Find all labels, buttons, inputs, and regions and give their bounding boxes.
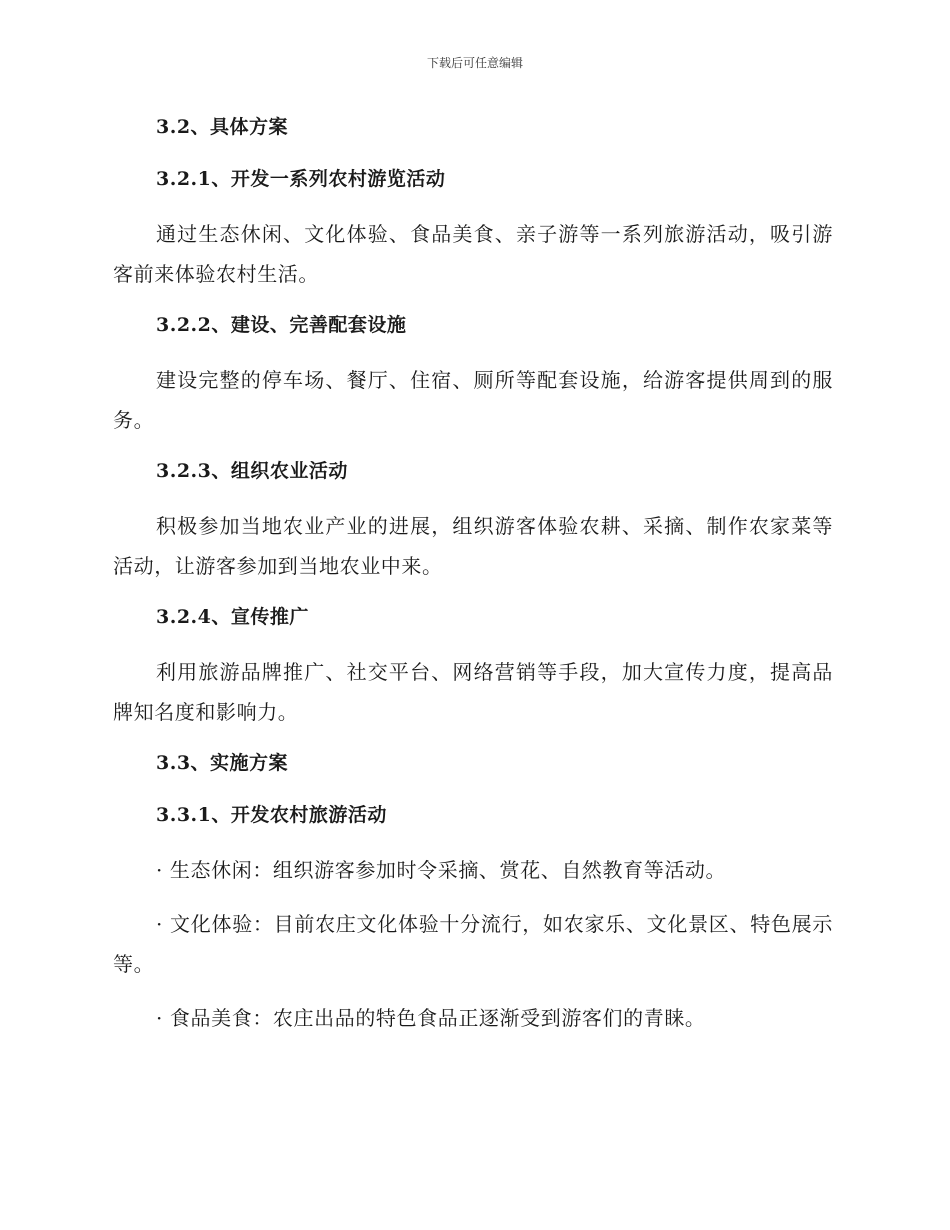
section-heading-3-2: 3.2、具体方案: [156, 116, 289, 138]
section-heading-3-3: 3.3、实施方案: [156, 752, 289, 774]
section-heading-3-2-1: 3.2.1、开发一系列农村游览活动: [156, 168, 446, 190]
paragraph-3-2-2: 建设完整的停车场、餐厅、住宿、厕所等配套设施，给游客提供周到的服务。: [113, 368, 833, 432]
section-heading-3-2-3: 3.2.3、组织农业活动: [156, 460, 348, 482]
section-heading-3-2-4: 3.2.4、宣传推广: [156, 606, 309, 628]
bullet-item-culture-experience: · 文化体验：目前农庄文化体验十分流行，如农家乐、文化景区、特色展示等。: [113, 912, 833, 976]
page-header: 下载后可任意编辑: [426, 56, 523, 70]
bullet-item-eco-leisure: · 生态休闲：组织游客参加时令采摘、赏花、自然教育等活动。: [156, 858, 727, 882]
paragraph-3-2-3: 积极参加当地农业产业的进展，组织游客体验农耕、采摘、制作农家菜等活动，让游客参加到当地农业中来。: [113, 514, 833, 578]
paragraph-3-2-1: 通过生态休闲、文化体验、食品美食、亲子游等一系列旅游活动，吸引游客前来体验农村生活。: [113, 222, 833, 286]
bullet-item-food: · 食品美食：农庄出品的特色食品正逐渐受到游客们的青睐。: [156, 1006, 706, 1030]
section-heading-3-3-1: 3.3.1、开发农村旅游活动: [156, 804, 387, 826]
document-body: [113, 110, 833, 1052]
section-heading-3-2-2: 3.2.2、建设、完善配套设施: [156, 314, 407, 336]
paragraph-3-2-4: 利用旅游品牌推广、社交平台、网络营销等手段，加大宣传力度，提高品牌知名度和影响力。: [113, 660, 833, 724]
